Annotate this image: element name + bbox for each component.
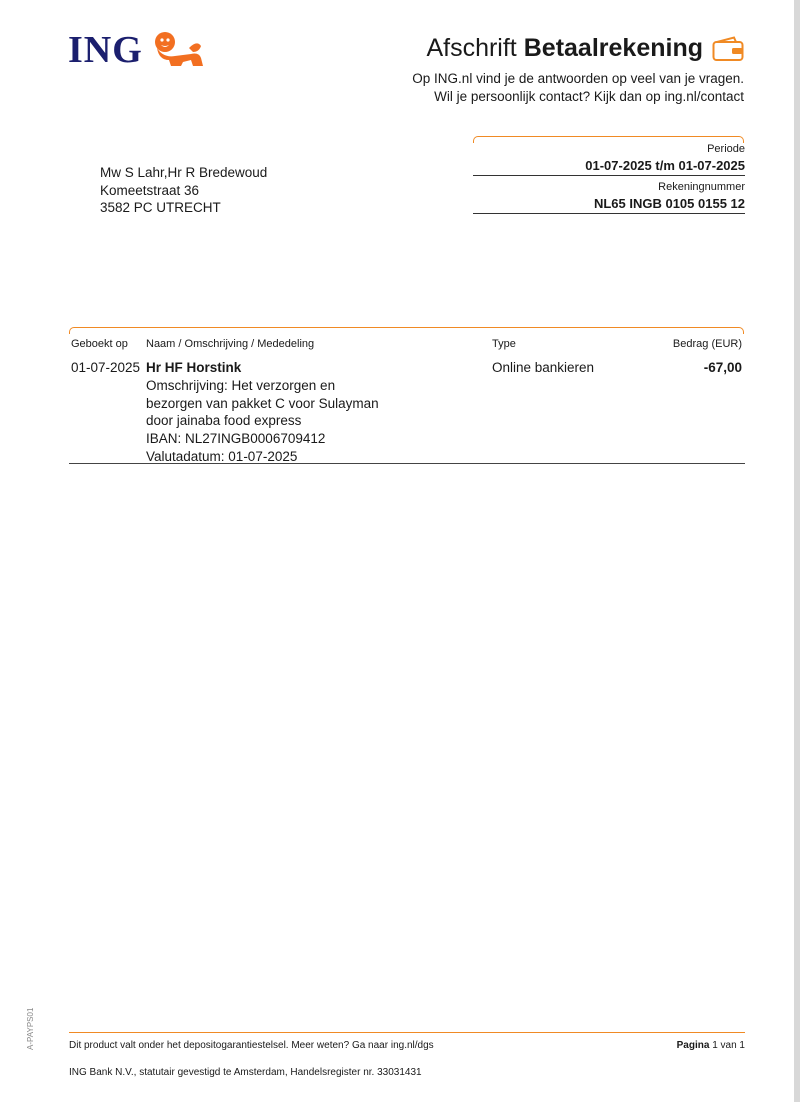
brand-name: ING [68,29,143,71]
row-name: Hr HF Horstink [146,360,242,375]
header-date: Geboekt op [71,338,128,350]
help-line-2: Wil je persoonlijk contact? Kijk dan op ing.nl/contact [434,89,744,104]
wallet-icon [712,36,744,62]
page-title [426,34,744,63]
ing-logo [68,30,205,70]
company-info: ING Bank N.V., statutair gevestigd te Amsterdam, Handelsregister nr. 33031431 [69,1067,422,1078]
row-description [146,359,379,466]
page-indicator [677,1040,745,1051]
help-line-1: Op ING.nl vind je de antwoorden op veel van je vragen. [412,71,744,86]
row-date: 01-07-2025 [71,360,141,375]
page-count: 1 van 1 [712,1040,745,1051]
footer-divider [69,1032,745,1033]
page-label: Pagina [676,1040,710,1051]
row-iban: IBAN: NL27INGB0006709412 [146,431,326,447]
meta-box-border [473,136,744,143]
header-amount: Bedrag (EUR) [672,338,742,350]
row-desc-line-3: door jainaba food express [146,413,302,429]
customer-address [100,164,267,217]
deposit-notice: Dit product valt onder het depositogarantiestelsel. Meer weten? Ga naar ing.nl/dgs [69,1040,434,1051]
period-label: Periode [707,143,745,155]
document-code: A-PAYPS01 [26,1007,35,1050]
title-prefix: Afschrift [426,34,517,62]
table-row [69,359,745,464]
page-edge [794,0,800,1102]
account-number: NL65 INGB 0105 0155 12 [473,196,745,214]
address-street: Komeetstraat 36 [100,182,200,198]
statement-meta [473,136,745,214]
row-valuedate: Valutadatum: 01-07-2025 [146,448,298,464]
help-text [324,70,744,106]
table-border [69,327,744,334]
account-label: Rekeningnummer [658,181,745,193]
row-desc-line-2: bezorgen van pakket C voor Sulayman [146,395,379,411]
row-desc-line-1: Omschrijving: Het verzorgen en [146,377,336,393]
period-value: 01-07-2025 t/m 01-07-2025 [473,158,745,176]
title-bold: Betaalrekening [523,34,703,62]
address-name: Mw S Lahr,Hr R Bredewoud [100,165,268,180]
address-city: 3582 PC UTRECHT [100,200,221,215]
row-type: Online bankieren [492,360,595,375]
header-type: Type [492,338,516,350]
header-description: Naam / Omschrijving / Mededeling [146,338,315,350]
lion-icon [149,30,205,70]
row-amount: -67,00 [703,360,742,375]
